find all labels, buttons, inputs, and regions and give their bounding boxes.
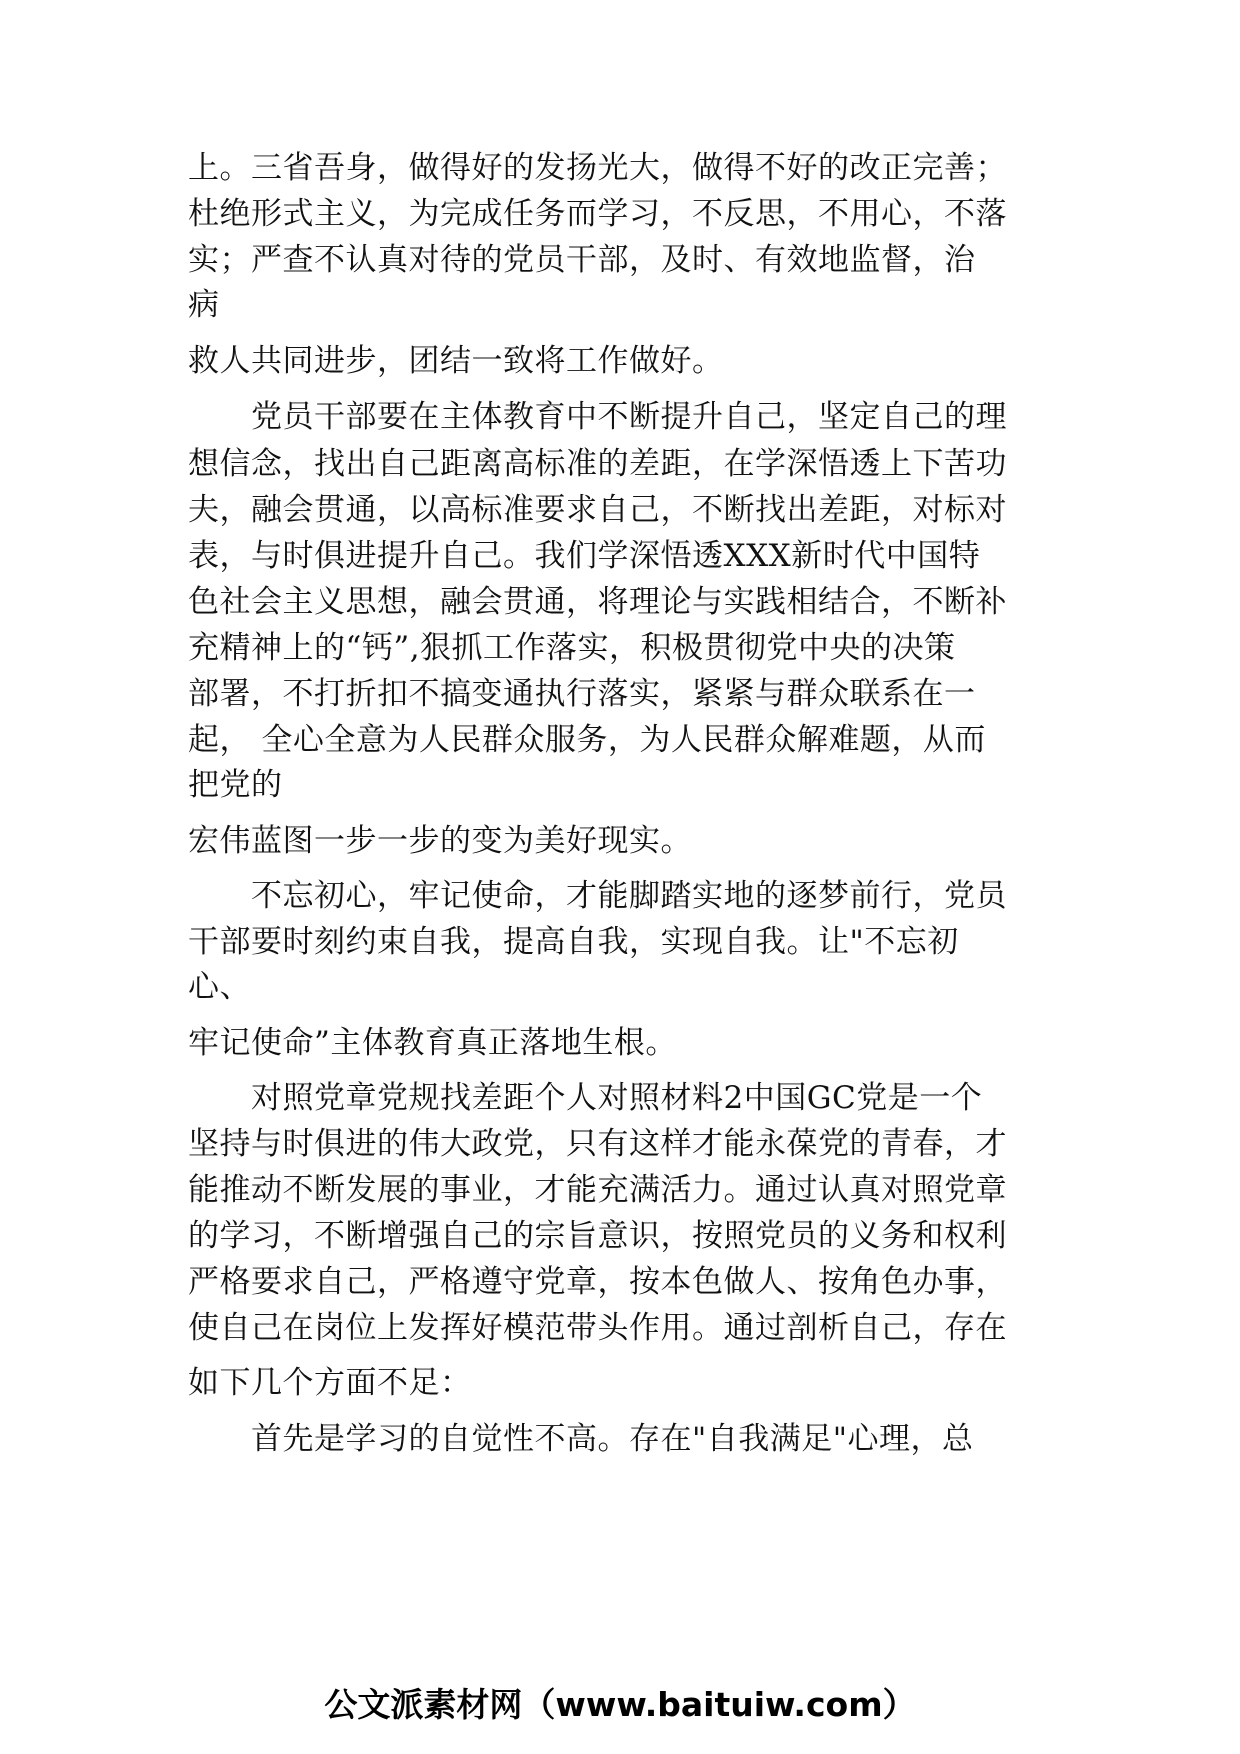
- text-line: 病: [188, 287, 220, 323]
- text-line: 如下几个方面不足：: [188, 1365, 472, 1401]
- text-line: 色社会主义思想，融会贯通，将理论与实践相结合，不断补: [188, 584, 1007, 620]
- text-line: 使自己在岗位上发挥好模范带头作用。通过剖析自己，存在: [188, 1310, 1007, 1346]
- text-line: 对照党章党规找差距个人对照材料2中国GC党是一个: [188, 1080, 983, 1116]
- text-line: 首先是学习的自觉性不高。存在"自我满足"心理，总: [188, 1421, 974, 1457]
- text-line: 实；严查不认真对待的党员干部，及时、有效地监督，治: [188, 242, 976, 278]
- text-line: 充精神上的“钙”,狠抓工作落实，积极贯彻党中央的决策: [188, 630, 956, 666]
- text-line: 起， 全心全意为人民群众服务，为人民群众解难题，从而: [188, 722, 986, 758]
- text-line: 宏伟蓝图一步一步的变为美好现实。: [188, 823, 692, 859]
- text-line: 牢记使命”主体教育真正落地生根。: [188, 1025, 677, 1061]
- text-line: 杜绝形式主义，为完成任务而学习，不反思，不用心，不落: [188, 196, 1007, 232]
- text-line: 部署，不打折扣不搞变通执行落实，紧紧与群众联系在一: [188, 676, 976, 712]
- text-line: 救人共同进步，团结一致将工作做好。: [188, 343, 724, 379]
- text-line: 不忘初心，牢记使命，才能脚踏实地的逐梦前行，党员: [188, 878, 1007, 914]
- text-line: 严格要求自己，严格遵守党章，按本色做人、按角色办事，: [188, 1264, 1007, 1300]
- text-line: 心、: [188, 969, 251, 1005]
- footer-watermark: 公文派素材网（www.baituiw.com）: [324, 1685, 916, 1724]
- text-line: 干部要时刻约束自我，提高自我，实现自我。让"不忘初: [188, 924, 959, 960]
- text-line: 的学习，不断增强自己的宗旨意识，按照党员的义务和权利: [188, 1218, 1007, 1254]
- text-line: 夫，融会贯通，以高标准要求自己，不断找出差距，对标对: [188, 492, 1007, 528]
- text-line: 上。三省吾身，做得好的发扬光大，做得不好的改正完善；: [188, 150, 1007, 186]
- text-line: 党员干部要在主体教育中不断提升自己，坚定自己的理: [188, 399, 1007, 435]
- text-line: 想信念，找出自己距离高标准的差距，在学深悟透上下苦功: [188, 446, 1007, 482]
- text-line: 表，与时俱进提升自己。我们学深悟透XXX新时代中国特: [188, 538, 981, 574]
- text-line: 能推动不断发展的事业，才能充满活力。通过认真对照党章: [188, 1172, 1007, 1208]
- text-line: 坚持与时俱进的伟大政党，只有这样才能永葆党的青春，才: [188, 1126, 1007, 1162]
- text-line: 把党的: [188, 767, 283, 803]
